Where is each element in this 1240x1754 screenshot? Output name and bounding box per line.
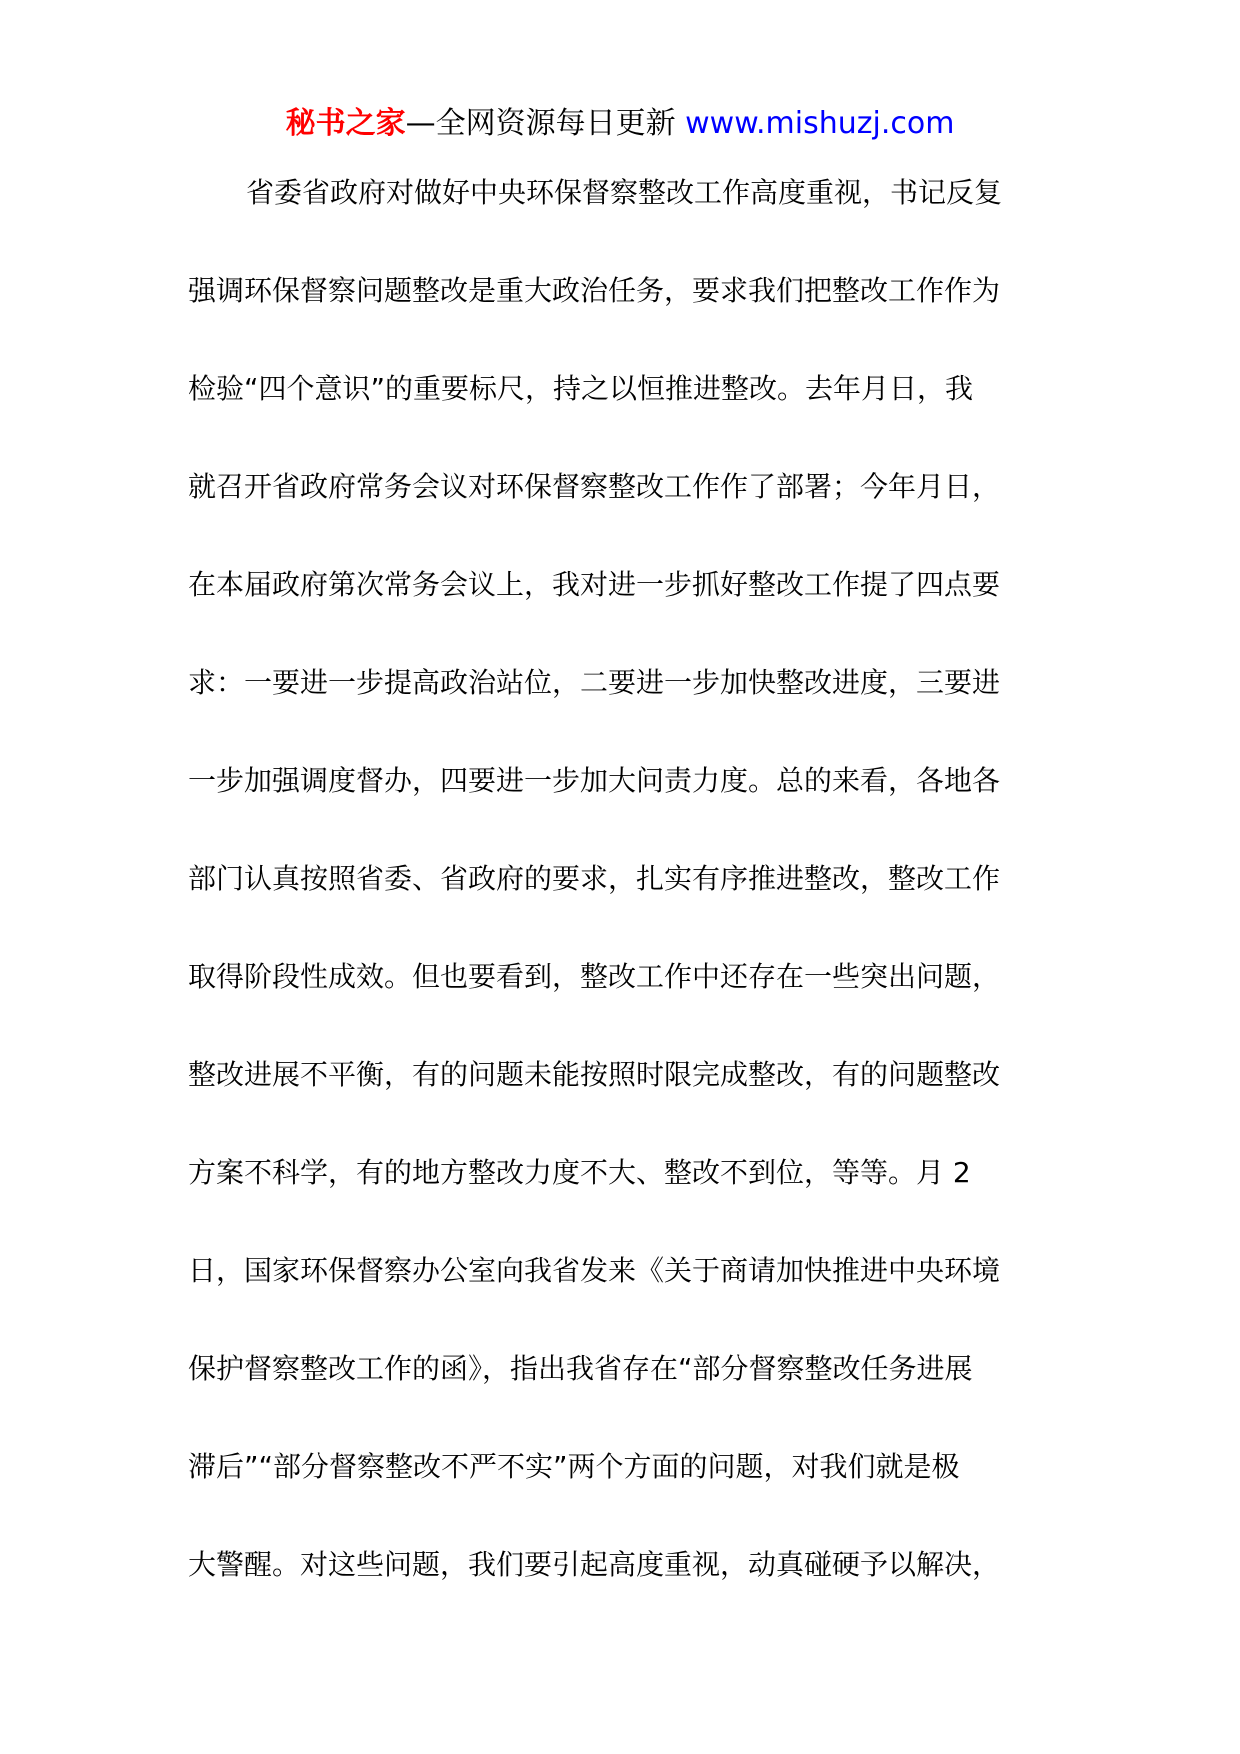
body-line: 保护督察整改工作的函》，指出我省存在“部分督察整改任务进展 [188,1352,973,1385]
site-url-link[interactable]: www.mishuzj.com [685,106,955,141]
body-line: 日，国家环保督察办公室向我省发来《关于商请加快推进中央环境 [188,1254,1001,1287]
body-line: 一步加强调度督办，四要进一步加大问责力度。总的来看，各地各 [188,764,1001,797]
body-line: 滞后”“部分督察整改不严不实”两个方面的问题，对我们就是极 [188,1450,960,1483]
body-line: 方案不科学，有的地方整改力度不大、整改不到位，等等。月 2 [188,1156,971,1189]
body-line: 就召开省政府常务会议对环保督察整改工作作了部署；今年月日， [188,470,1001,503]
document-body [188,166,1048,1636]
brand-name: 秘书之家 [285,106,406,141]
body-line: 省委省政府对做好中央环保督察整改工作高度重视，书记反复 [246,176,1003,209]
body-line: 大警醒。对这些问题，我们要引起高度重视，动真碰硬予以解决， [188,1548,1001,1581]
body-line: 部门认真按照省委、省政府的要求，扎实有序推进整改，整改工作 [188,862,1001,895]
body-line: 整改进展不平衡，有的问题未能按照时限完成整改，有的问题整改 [188,1058,1001,1091]
body-line: 求：一要进一步提高政治站位，二要进一步加快整改进度，三要进 [188,666,1001,699]
body-line: 检验“四个意识”的重要标尺，持之以恒推进整改。去年月日，我 [188,372,974,405]
body-line: 强调环保督察问题整改是重大政治任务，要求我们把整改工作作为 [188,274,1001,307]
header-tagline: —全网资源每日更新 [405,106,676,141]
body-line: 取得阶段性成效。但也要看到，整改工作中还存在一些突出问题， [188,960,1001,993]
body-line: 在本届政府第次常务会议上，我对进一步抓好整改工作提了四点要 [188,568,1001,601]
page-header [0,101,1240,147]
